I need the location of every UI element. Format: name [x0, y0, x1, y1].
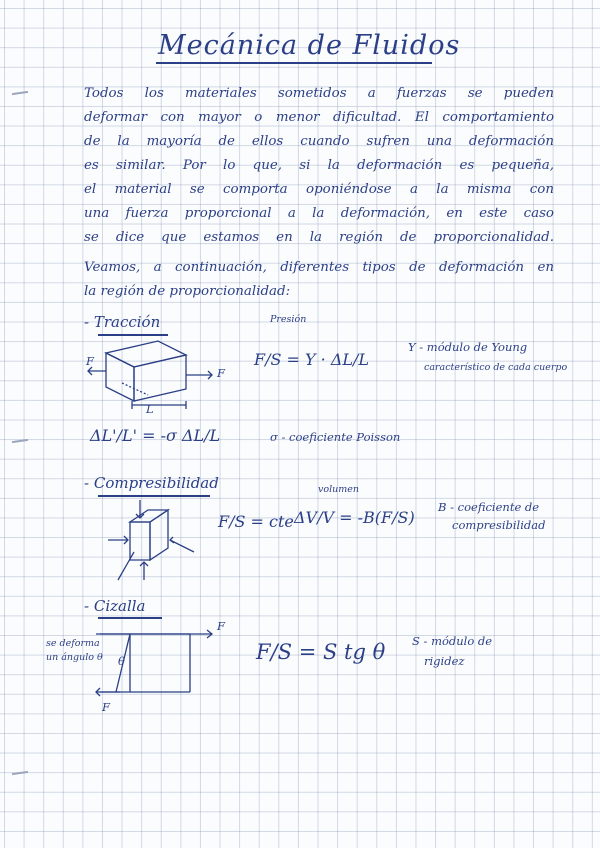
page-title: Mecánica de Fluidos — [158, 30, 461, 61]
text-line: la región de proporcionalidad: — [84, 284, 291, 299]
section-heading-traccion: - Tracción — [84, 313, 161, 331]
text-line: se dice que estamos en la región de proporcionalidad. — [84, 230, 554, 245]
compression-cube-diagram — [104, 496, 204, 592]
length-label: L — [146, 402, 154, 416]
binder-hole-mark — [12, 91, 28, 95]
equation-shear: F/S = S tg θ — [256, 640, 386, 664]
text-line: deformar con mayor o menor dificultad. El comportamiento — [84, 110, 554, 125]
text-line: el material se comporta oponiéndose a la misma con — [84, 182, 554, 197]
equation-young: F/S = Y · ΔL/L — [254, 350, 370, 369]
text-line: Todos los materiales sometidos a fuerzas se pueden — [84, 86, 554, 101]
equation-poisson: ΔL'/L' = -σ ΔL/L — [90, 426, 221, 445]
shear-angle-theta: θ — [118, 654, 125, 668]
force-label-right: F — [217, 366, 225, 380]
text-line: una fuerza proporcional a la deformación, en este caso — [84, 206, 554, 221]
force-label-left: F — [86, 354, 94, 368]
intro-paragraph — [84, 82, 554, 250]
section-heading-cizalla: - Cizalla — [84, 597, 146, 615]
young-modulus-note: característico de cada cuerpo — [424, 362, 568, 373]
intro-paragraph-2 — [84, 256, 554, 304]
text-line: es similar. Por lo que, si la deformación es pequeña, — [84, 158, 554, 173]
compressibility-desc-2: compresibilidad — [452, 518, 546, 532]
equation-constant-pressure: F/S = cte — [218, 512, 294, 531]
shear-diagram — [90, 620, 230, 706]
section-heading-compresibilidad: - Compresibilidad — [84, 474, 219, 492]
text-line: Veamos, a continuación, diferentes tipos de deformación en — [84, 260, 554, 275]
binder-hole-mark — [12, 771, 28, 775]
poisson-coefficient-desc: σ - coeficiente Poisson — [270, 430, 401, 444]
rigidity-modulus-desc: S - módulo de — [412, 634, 493, 648]
volume-label: volumen — [318, 484, 359, 495]
young-modulus-desc: Y - módulo de Young — [408, 340, 528, 354]
binder-hole-mark — [12, 439, 28, 443]
shear-force-bottom-label: F — [102, 700, 110, 714]
compressibility-desc: B - coeficiente de — [438, 500, 540, 514]
rigidity-modulus-desc-2: rigidez — [424, 654, 465, 668]
shear-side-note-2: un ángulo θ — [46, 652, 103, 663]
title-underline — [156, 62, 432, 64]
heading-underline — [98, 617, 162, 619]
equation-compressibility: ΔV/V = -B(F/S) — [294, 508, 415, 527]
text-line: de la mayoría de ellos cuando sufren una deformación — [84, 134, 554, 149]
shear-side-note: se deforma — [46, 638, 100, 649]
traction-prism-diagram — [78, 335, 238, 420]
shear-force-top-label: F — [217, 619, 225, 633]
presion-label: Presión — [270, 314, 307, 325]
